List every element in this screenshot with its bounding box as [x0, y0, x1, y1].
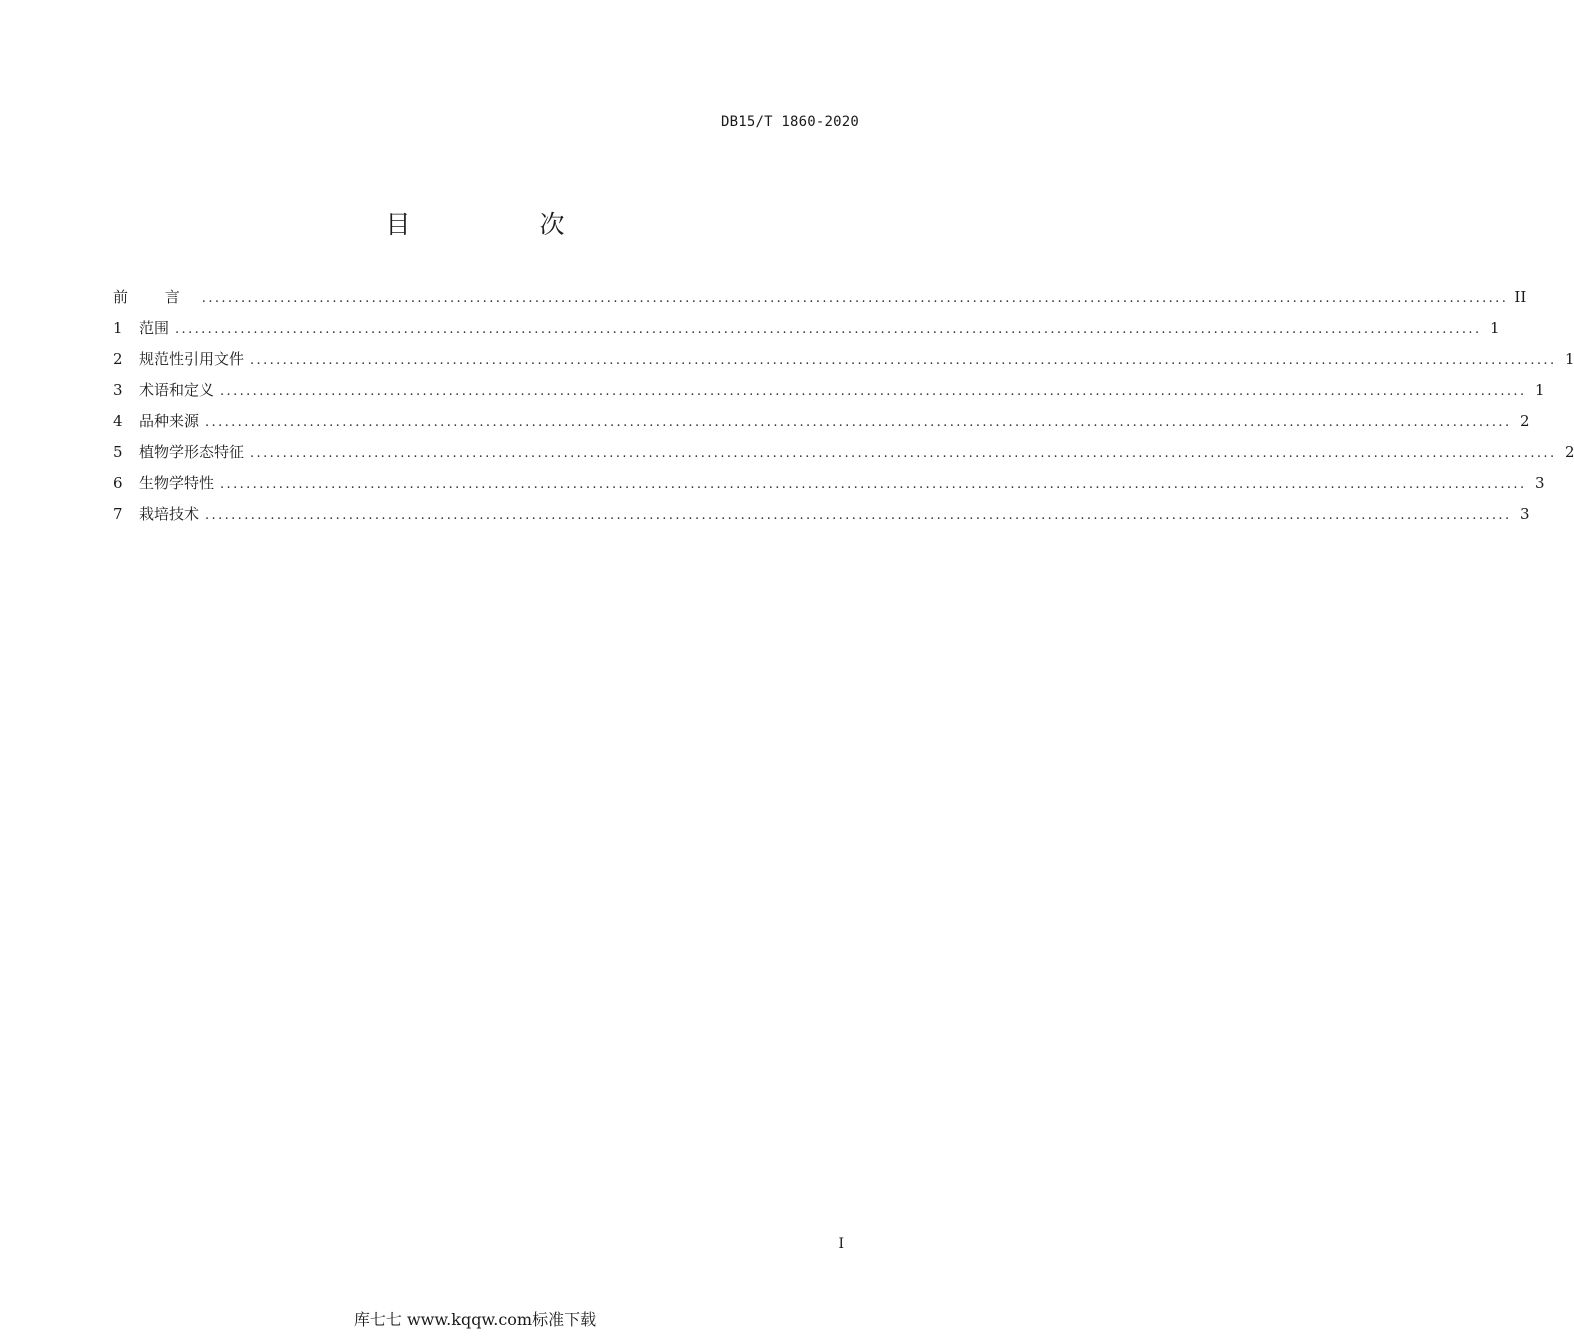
toc-entry-page: 3 — [1519, 505, 1530, 523]
toc-entry-number: 1 — [113, 319, 123, 337]
toc-entry-page: 1 — [1489, 319, 1500, 337]
toc-entry-label: 前 言 — [113, 288, 196, 306]
toc-leader-dots: ........................................................................................................................................................................................................ — [250, 446, 1557, 461]
toc-entry-number: 7 — [113, 505, 123, 523]
toc-entry-label: 品种来源 — [139, 412, 200, 430]
toc-entry-label: 植物学形态特征 — [139, 443, 245, 461]
toc-title: 目 次 — [385, 210, 617, 239]
document-code: DB15/T 1860-2020 — [720, 114, 859, 130]
toc-entry-number: 4 — [113, 412, 123, 430]
toc-entry-page: 1 — [1534, 381, 1545, 399]
toc-entry-number: 5 — [113, 443, 123, 461]
toc-entry-cultivation[interactable] — [113, 503, 1530, 534]
toc-entry-biology[interactable] — [113, 472, 1545, 503]
toc-entry-morphology[interactable] — [113, 441, 1574, 472]
toc-entry-number: 2 — [113, 350, 123, 368]
toc-leader-dots: ........................................................................................................................................................................................................ — [205, 508, 1512, 523]
toc-leader-dots: ........................................................................................................................................................................................................ — [220, 384, 1527, 399]
toc-entry-page: 1 — [1564, 350, 1574, 368]
toc-entry-scope[interactable] — [113, 317, 1500, 348]
toc-entry-label: 规范性引用文件 — [139, 350, 245, 368]
toc-entry-page: 2 — [1519, 412, 1530, 430]
toc-entry-terms[interactable] — [113, 379, 1545, 410]
toc-entry-number: 3 — [113, 381, 123, 399]
table-of-contents — [113, 286, 1574, 534]
toc-leader-dots: ........................................................................................................................................................................................................ — [250, 353, 1557, 368]
footer-watermark-text: 库七七 www.kqqw.com标准下载 — [353, 1310, 597, 1329]
toc-entry-foreword[interactable] — [113, 286, 1527, 317]
toc-leader-dots: ........................................................................................................................................................................................................ — [205, 415, 1512, 430]
toc-entry-number: 6 — [113, 474, 123, 492]
toc-leader-dots: ........................................................................................................................................................................................................ — [220, 477, 1527, 492]
toc-leader-dots: ........................................................................................................................................................................................................ — [201, 291, 1509, 306]
toc-entry-page: 2 — [1564, 443, 1574, 461]
toc-entry-normative-references[interactable] — [113, 348, 1574, 379]
toc-entry-page: 3 — [1534, 474, 1545, 492]
toc-entry-variety-origin[interactable] — [113, 410, 1530, 441]
toc-entry-label: 生物学特性 — [139, 474, 215, 492]
toc-entry-label: 范围 — [139, 319, 170, 337]
toc-entry-label: 栽培技术 — [139, 505, 200, 523]
toc-entry-page: II — [1514, 288, 1527, 306]
page-number: I — [838, 1236, 844, 1252]
toc-leader-dots: ........................................................................................................................................................................................................ — [175, 322, 1482, 337]
toc-entry-label: 术语和定义 — [139, 381, 215, 399]
